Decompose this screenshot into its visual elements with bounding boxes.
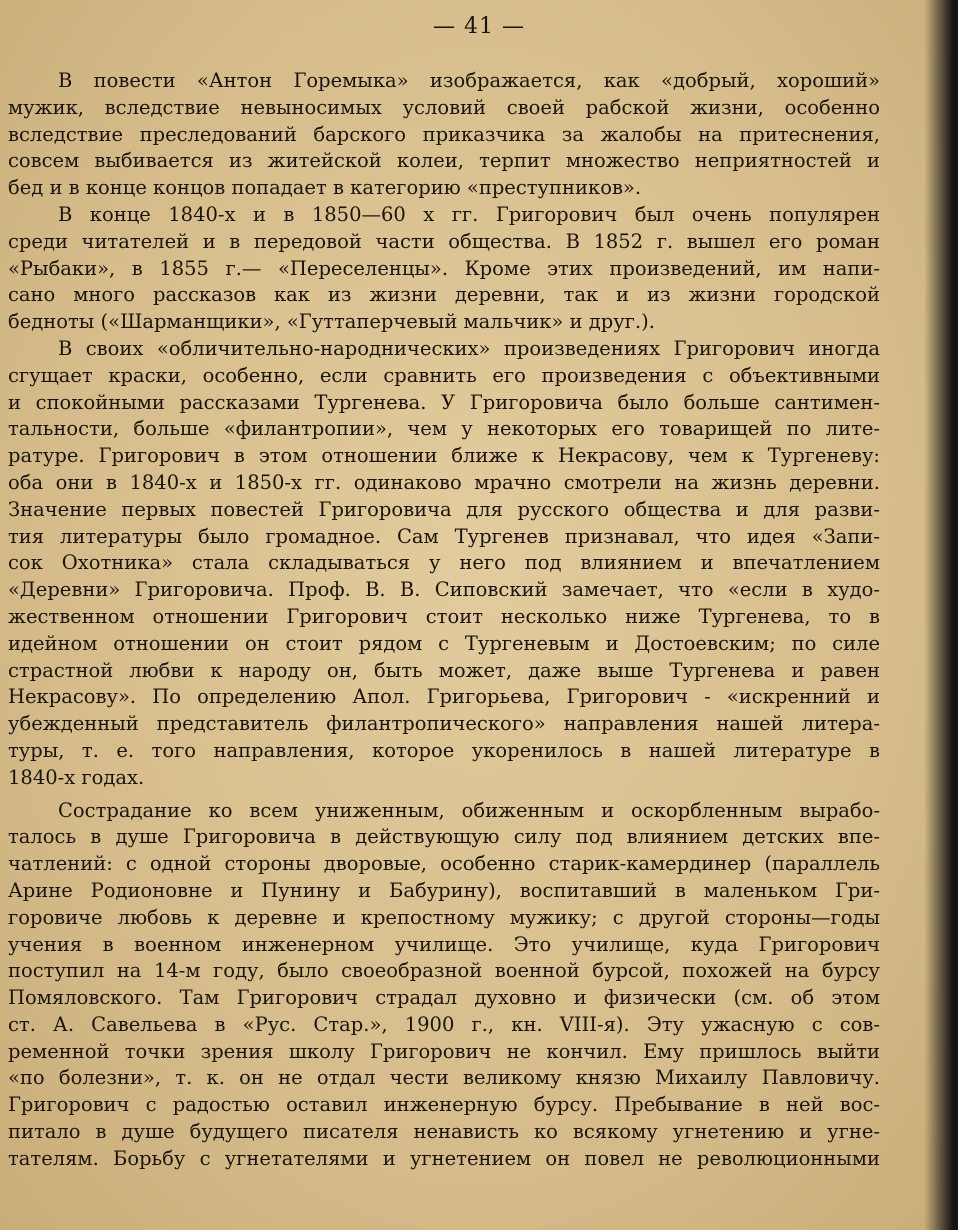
text-line: учения в военном инженерном училище. Это училище, куда Григорович bbox=[8, 932, 880, 956]
paragraph-2 bbox=[8, 202, 880, 336]
text-line: туры, т. е. того направления, которое укоренилось в нашей литературе в bbox=[8, 738, 880, 762]
text-line: Арине Родионовне и Пунину и Бабурину), воспитавший в маленьком Гри- bbox=[8, 878, 880, 902]
text-line: Некрасову». По определению Апол. Григорьева, Григорович - «искренний и bbox=[8, 685, 880, 709]
text-line: убежденный представитель филантропического» направления нашей литера- bbox=[8, 712, 880, 736]
text-line: «по болезни», т. к. он не отдал чести великому князю Михаилу Павловичу. bbox=[8, 1066, 880, 1090]
text-line: и спокойными рассказами Тургенева. У Григоровича было больше сантимен- bbox=[8, 390, 880, 414]
text-line: питало в душе будущего писателя ненависть ко всякому угнетению и угне- bbox=[8, 1120, 880, 1144]
text-line: «Рыбаки», в 1855 г.— «Переселенцы». Кроме этих произведений, им напи- bbox=[8, 256, 880, 280]
text-line: бедноты («Шарманщики», «Гуттаперчевый мальчик» и друг.). bbox=[8, 310, 655, 334]
text-line: Григорович с радостью оставил инженерную бурсу. Пребывание в ней вос- bbox=[8, 1093, 880, 1117]
text-line: Значение первых повестей Григоровича для русского общества и для разви- bbox=[8, 497, 880, 521]
page-edge-shadow bbox=[924, 0, 958, 1230]
text-line: В конце 1840-х и в 1850—60 х гг. Григорович был очень популярен bbox=[58, 202, 880, 226]
paragraph-1 bbox=[8, 68, 880, 202]
text-line: талось в душе Григоровича в действующую силу под влиянием детских впе- bbox=[8, 825, 880, 849]
text-line: совсем выбивается из житейской колеи, терпит множество неприятностей и bbox=[8, 149, 880, 173]
text-line: идейном отношении он стоит рядом с Тургеневым и Достоевским; по силе bbox=[8, 631, 880, 655]
text-line: тальности, больше «филантропии», чем у некоторых его товарищей по лите- bbox=[8, 417, 880, 441]
text-line: ременной точки зрения школу Григорович не кончил. Ему пришлось выйти bbox=[8, 1039, 880, 1063]
text-line: горовиче любовь к деревне и крепостному мужику; с другой стороны—годы bbox=[8, 905, 880, 929]
text-line: мужик, вследствие невыносимых условий своей рабской жизни, особенно bbox=[8, 95, 880, 119]
text-line: Помяловского. Там Григорович страдал духовно и физически (см. об этом bbox=[8, 986, 880, 1010]
body-text bbox=[8, 68, 880, 1173]
text-line: ст. А. Савельева в «Рус. Стар.», 1900 г., кн. VIII-я). Эту ужасную с сов- bbox=[8, 1012, 880, 1036]
text-line: чатлений: с одной стороны дворовые, особенно старик-камердинер (параллель bbox=[8, 852, 880, 876]
text-line: сгущает краски, особенно, если сравнить его произведения с объективными bbox=[8, 363, 880, 387]
text-line: Сострадание ко всем униженным, обиженным и оскорбленным вырабо- bbox=[58, 798, 880, 822]
text-line: «Деревни» Григоровича. Проф. В. В. Сиповский замечает, что «если в худо- bbox=[8, 578, 880, 602]
page-number: — 41 — bbox=[433, 14, 525, 39]
text-line: вследствие преследований барского приказчика за жалобы на притеснения, bbox=[8, 122, 880, 146]
text-line: тателям. Борьбу с угнетателями и угнетением он повел не революционными bbox=[8, 1146, 880, 1170]
text-line: среди читателей и в передовой части общества. В 1852 г. вышел его роман bbox=[8, 229, 880, 253]
paragraph-4 bbox=[8, 798, 880, 1173]
text-line: сано много рассказов как из жизни деревни, так и из жизни городской bbox=[8, 283, 880, 307]
text-line: 1840-х годах. bbox=[8, 765, 145, 789]
text-line: оба они в 1840-х и 1850-х гг. одинаково мрачно смотрели на жизнь деревни. bbox=[8, 470, 880, 494]
text-line: сок Охотника» стала складываться у него под влиянием и впечатлением bbox=[8, 551, 880, 575]
text-line: страстной любви к народу он, быть может, даже выше Тургенева и равен bbox=[8, 658, 880, 682]
text-line: В своих «обличительно-народнических» произведениях Григорович иногда bbox=[58, 336, 880, 360]
text-line: тия литературы было громадное. Сам Тургенев признавал, что идея «Запи- bbox=[8, 524, 880, 548]
text-line: жественном отношении Григорович стоит несколько ниже Тургенева, то в bbox=[8, 604, 880, 628]
text-line: бед и в конце концов попадает в категорию «преступников». bbox=[8, 176, 642, 200]
paragraph-3 bbox=[8, 336, 880, 792]
text-line: поступил на 14-м году, было своеобразной военной бурсой, похожей на бурсу bbox=[8, 959, 880, 983]
text-line: В повести «Антон Горемыка» изображается, как «добрый, хороший» bbox=[58, 69, 880, 92]
text-line: ратуре. Григорович в этом отношении ближе к Некрасову, чем к Тургеневу: bbox=[8, 444, 880, 468]
